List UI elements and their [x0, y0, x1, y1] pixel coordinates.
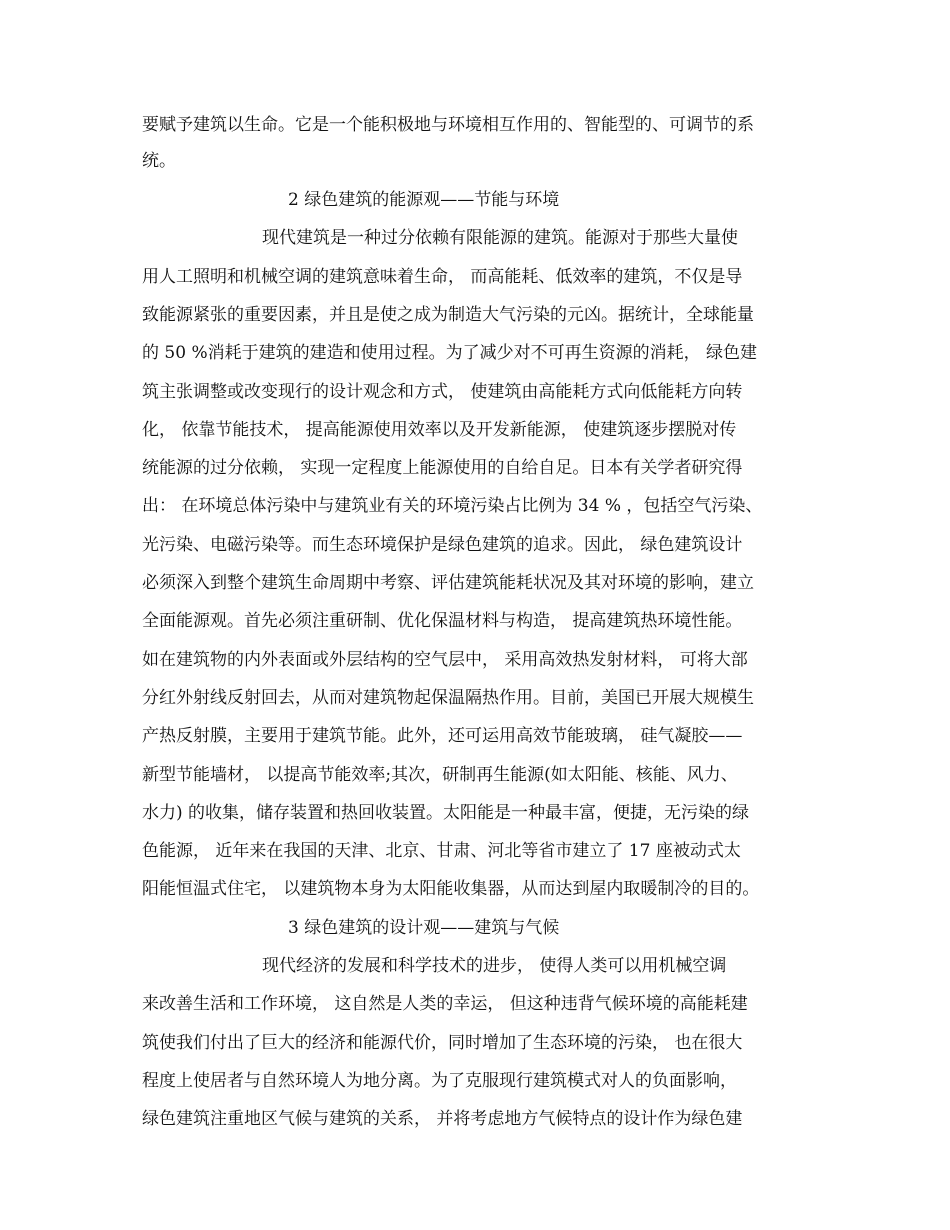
text-line: 如在建筑物的内外表面或外层结构的空气层中， 采用高效热发射材料， 可将大部	[142, 650, 748, 670]
section-heading: 2 绿色建筑的能源观——节能与环境	[288, 190, 560, 210]
text-line: 产热反射膜，主要用于建筑节能。此外，还可运用高效节能玻璃， 硅气凝胶——	[142, 726, 743, 746]
text-line: 筑主张调整或改变现行的设计观念和方式， 使建筑由高能耗方式向低能耗方向转	[142, 382, 743, 402]
section-heading: 3 绿色建筑的设计观——建筑与气候	[288, 918, 560, 938]
text-line: 要赋予建筑以生命。它是一个能积极地与环境相互作用的、智能型的、可调节的系	[142, 115, 754, 135]
text-line: 光污染、电磁污染等。而生态环境保护是绿色建筑的追求。因此， 绿色建筑设计	[142, 535, 743, 555]
text-line: 的 50 %消耗于建筑的建造和使用过程。为了减少对不可再生资源的消耗， 绿色建	[142, 343, 757, 363]
text-line: 必须深入到整个建筑生命周期中考察、评估建筑能耗状况及其对环境的影响，建立	[142, 573, 754, 593]
paragraph-first-line: 现代经济的发展和科学技术的进步， 使得人类可以用机械空调	[262, 956, 727, 976]
text-line: 统。	[142, 151, 176, 171]
text-line: 来改善生活和工作环境， 这自然是人类的幸运， 但这种违背气候环境的高能耗建	[142, 994, 748, 1014]
text-line: 全面能源观。首先必须注重研制、优化保温材料与构造， 提高建筑热环境性能。	[142, 611, 743, 631]
text-line: 用人工照明和机械空调的建筑意味着生命， 而高能耗、低效率的建筑，不仅是导	[142, 267, 743, 287]
paragraph-first-line: 现代建筑是一种过分依赖有限能源的建筑。能源对于那些大量使	[262, 228, 738, 248]
text-line: 阳能恒温式住宅， 以建筑物本身为太阳能收集器，从而达到屋内取暖制冷的目的。	[142, 879, 760, 899]
text-line: 水力) 的收集，储存装置和热回收装置。太阳能是一种最丰富，便捷，无污染的绿	[142, 803, 750, 823]
text-line: 化， 依靠节能技术， 提高能源使用效率以及开发新能源， 使建筑逐步摆脱对传	[142, 420, 737, 440]
text-line: 新型节能墙材， 以提高节能效率;其次，研制再生能源(如太阳能、核能、风力、	[142, 765, 738, 785]
text-line: 出： 在环境总体污染中与建筑业有关的环境污染占比例为 34 % ，包括空气污染、	[142, 496, 763, 516]
text-line: 分红外射线反射回去，从而对建筑物起保温隔热作用。目前，美国已开展大规模生	[142, 688, 754, 708]
text-line: 统能源的过分依赖， 实现一定程度上能源使用的自给自足。日本有关学者研究得	[142, 458, 743, 478]
text-line: 筑使我们付出了巨大的经济和能源代价，同时增加了生态环境的污染， 也在很大	[142, 1033, 743, 1053]
text-line: 程度上使居者与自然环境人为地分离。为了克服现行建筑模式对人的负面影响，	[142, 1071, 737, 1091]
text-line: 色能源， 近年来在我国的天津、北京、甘肃、河北等省市建立了 17 座被动式太	[142, 841, 741, 861]
text-line: 致能源紧张的重要因素，并且是使之成为制造大气污染的元凶。据统计，全球能量	[142, 305, 754, 325]
text-line: 绿色建筑注重地区气候与建筑的关系， 并将考虑地方气候特点的设计作为绿色建	[142, 1109, 743, 1129]
